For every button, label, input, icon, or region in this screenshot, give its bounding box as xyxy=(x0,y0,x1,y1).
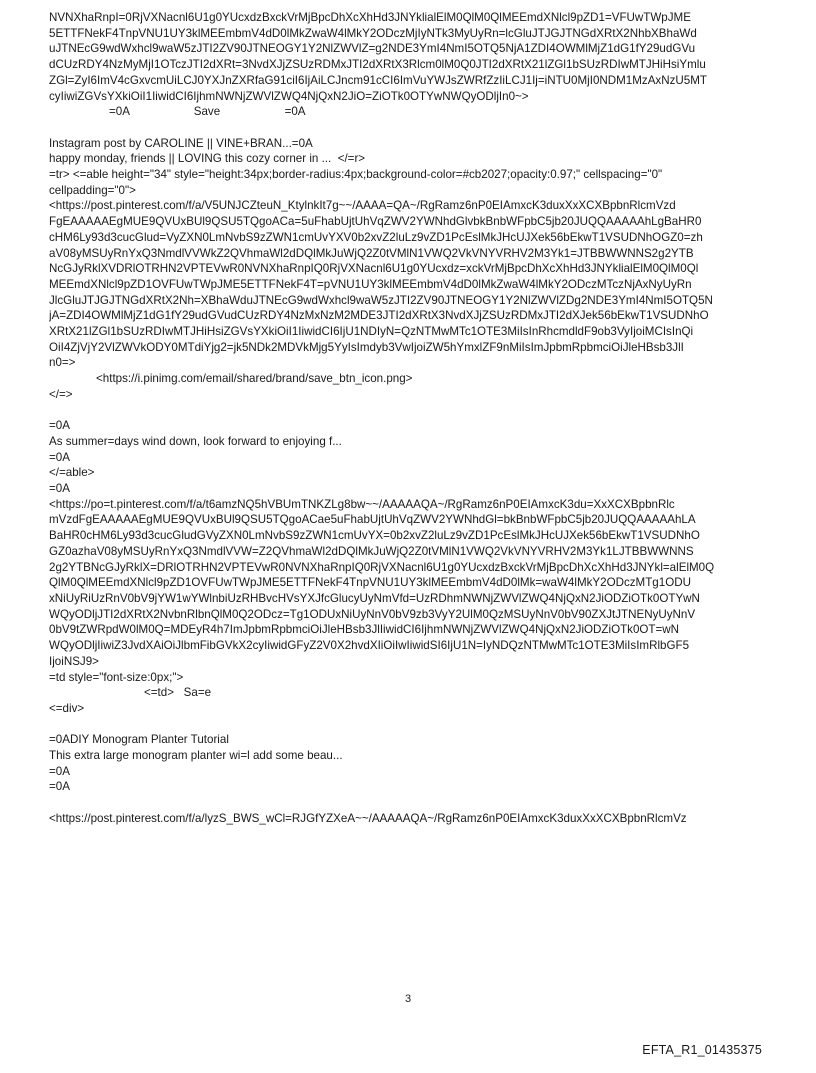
text-line: dCUzRDY4NzMyMjI1OTczJTI2dXRt=3NvdXJjZSUzRDMxJTI2dXRtX3Rlcm0lM0Q0JTI2dXRtX21lZGl1bSUzRDIwMTJHiHsiYmlu xyxy=(49,58,706,72)
text-line: JlcGluJTJGJTNGdXRtX2Nh=XBhaWduJTNEcG9wdWxhcl9waW5zJTI2ZV90JTNEOGY1Y2NlZWVlZDg2NDE3YmI4NmI5OTQ5N xyxy=(49,293,713,307)
text-line: </=able> xyxy=(49,466,95,480)
text-line: <=td> Sa=e xyxy=(144,686,212,700)
text-line: 0bV9tZWRpdW0lM0Q=MDEyR4h7ImJpbmRpbmciOiJleHBsb3JlIiwidCI6IjhmNWNjZWVlZWQ4NjQxN2JiODZiOTk0OT=wN xyxy=(49,623,680,637)
text-line: 5ETTFNekF4TnpVNU1UY3klMEEmbmV4dD0lMkZwaW4lMkY2ODczMjIyNTk3MyUyRn=lcGluJTJGJTNGdXRtX2NhbXBhaWd xyxy=(49,26,697,40)
blank-line xyxy=(49,795,774,811)
text-line: NVNXhaRnpI=0RjVXNacnl6U1g0YUcxdzBxckVrMjBpcDhXcXhHd3JNYklialElM0QlM0QlMEEmdXNlcl9pZD1=VFUwTWpJME xyxy=(49,11,691,24)
text-line: 2g2YTBNcGJyRklX=DRlOTRHN2VPTEVwR0NVNXhaRnpIQ0RjVXNacnl6U1g0YUcxdzBxckVrMjBpcDhXcXhHd3JNYkl=alElM0Q xyxy=(49,560,715,574)
blank-line xyxy=(49,120,774,136)
text-line: QlM0QlMEEmdXNlcl9pZD1OVFUwTWpJME5ETTFNekF4TnpVNU1UY3klMEEmbmV4dD0lMk=waW4lMkY2ODczMTg1ODU xyxy=(49,576,691,590)
text-line: BaHR0cHM6Ly93d3cucGludGVyZXN0LmNvbS9zZWN1cmUvYX=0b2xvZ2luLz9vZD1PcEslMkJHcUJXek56bEkwT1VSUDNhO xyxy=(49,529,700,543)
text-line: <https://post.pinterest.com/f/a/V5UNJCZteuN_KtylnkIt7g~~/AAAA=QA~/RgRamz6nP0EIAmxcK3duxXxXCXBpbnRlcmVzd xyxy=(49,199,676,213)
page-number: 3 xyxy=(404,993,412,1005)
text-line: <=div> xyxy=(49,701,85,715)
text-line: =0A xyxy=(49,764,70,778)
text-line: jA=ZDI4OWMlMjZ1dG1fY29udGVudCUzRDY4NzMxNzM2MDE3JTI2dXRtX3NvdXJjZSUzRDMxJTI2dXJek56bEkwT1VSUDNhO xyxy=(49,309,709,323)
text-line: GZ0azhaV08yMSUyRnYxQ3NmdlVVW=Z2QVhmaWl2dDQlMkJuWjQ2Z0tVMlN1VWQ2VkVNYVRHV2M3Yk1LJTBBWWNNS xyxy=(49,544,694,558)
text-line: xNiUyRiUzRnV0bV9jYW1wYWlnbiUzRHBvcHVsYXJfcGlucyUyNmVfd=UzRDhmNWNjZWVlZWQ4NjQxN2JiODZiOTk0OTYwN xyxy=(49,591,700,605)
document-id: EFTA_R1_01435375 xyxy=(642,1043,762,1057)
text-line: =0A Save =0A xyxy=(109,105,306,119)
text-line: mVzdFgEAAAAAEgMUE9QVUxBUl9QSU5TQgoACae5uFhabUjtUhVqZWV2YWNhdGl=bkBnbWFpbC5jb20JUQQAAAAAhLA xyxy=(49,513,696,527)
text-line: ZGl=ZyI6ImV4cGxvcmUiLCJ0YXJnZXRfaG91ciI6IjAiLCJncm91cCI6ImVuYWJsZWRfZzIiLCJ1Ij=iNTU0MjI0NDM1MzAxNzU5MT xyxy=(49,73,707,87)
text-line: =0A xyxy=(49,780,70,794)
text-line: =0A xyxy=(49,419,70,433)
text-line: MEEmdXNlcl9pZD1OVFUwTWpJME5ETTFNekF4T=pVNU1UY3klMEEmbmV4dD0lMkZwaW4lMkY2ODczMTczNjAxNyUyRn xyxy=(49,277,692,291)
text-line: happy monday, friends || LOVING this cozy corner in ... </=r> xyxy=(49,152,366,166)
text-line: aV08yMSUyRnYxQ3NmdlVVWkZ2QVhmaWl2dDQlMkJuWjQ2Z0tVMlN1VWQ2VkVNYVRHV2M3Yk1=JTBBWWNNS2g2YTB xyxy=(49,246,694,260)
text-line: uJTNEcG9wdWxhcl9waW5zJTI2ZV90JTNEOGY1Y2NlZWVlZ=g2NDE3YmI4NmI5OTQ5NjA1ZDI4OWMlMjZ1dG1fY29udGVu xyxy=(49,42,696,56)
blank-line xyxy=(49,717,774,733)
text-line: This extra large monogram planter wi=l add some beau... xyxy=(49,749,343,762)
text-line: <https://po=t.pinterest.com/f/a/t6amzNQ5hVBUmTNKZLg8bw~~/AAAAAQA~/RgRamz6nP0EIAmxcK3du=XxXCXBpbnRlc xyxy=(49,497,675,511)
blank-line xyxy=(49,403,774,419)
text-line: </=> xyxy=(49,387,73,401)
text-line: Instagram post by CAROLINE || VINE+BRAN...=0A xyxy=(49,136,313,150)
text-line: =0A xyxy=(49,450,70,464)
document-body xyxy=(49,10,774,827)
text-line: =0A xyxy=(49,482,70,496)
text-line: As summer=days wind down, look forward to enjoying f... xyxy=(49,434,342,448)
text-line: =tr> <=able height="34" style="height:34px;border-radius:4px;background-color=#cb2027;opacity:0.97;" cellspacing="0" xyxy=(49,168,663,182)
text-line: <https://post.pinterest.com/f/a/lyzS_BWS_wCl=RJGfYZXeA~~/AAAAAQA~/RgRamz6nP0EIAmxcK3duxXxXCXBpbnRlcmVz xyxy=(49,811,687,825)
text-line: cellpadding="0"> xyxy=(49,183,136,197)
text-line: XRtX21lZGl1bSUzRDIwMTJHiHsiZGVsYXkiOiI1IiwidCI6IjU1NDIyN=QzNTMwMTc1OTE3MiIsInRhcmdldF9ob3VyIjoiMCIsInQi xyxy=(49,325,694,339)
text-line: WQyODljIiwiZ3JvdXAiOiJlbmFibGVkX2cyIiwidGFyZ2V0X2hvdXIiOiIwIiwidSI6IjU1N=IyNDQzNTMwMTc1OTE3MiIsImRlbGF5 xyxy=(49,639,690,653)
text-line: FgEAAAAAEgMUE9QVUxBUl9QSU5TQgoACa=5uFhabUjtUhVqZWV2YWNhdGlvbkBnbWFpbC5jb20JUQQAAAAAhLgBaHR0 xyxy=(49,215,702,229)
text-line: n0=> xyxy=(49,356,76,370)
text-line: OiI4ZjVjY2VlZWVkODY0MTdiYjg2=jk5NDk2MDVkMjg5YyIsImdyb3VwIjoiZW5hYmxlZF9nMiIsImJpbmRpbmciOiJleHBsb3JlI xyxy=(49,340,684,354)
text-line: WQyODljJTI2dXRtX2NvbnRlbnQlM0Q2ODcz=Tg1ODUxNiUyNnV0bV9zb3VyY2UlM0QzMSUyNnV0bV90ZXJtJTNENyUyNnV xyxy=(49,607,696,621)
text-line: <https://i.pinimg.com/email/shared/brand/save_btn_icon.png> xyxy=(96,372,413,386)
text-line: cHM6Ly93d3cucGlud=VyZXN0LmNvbS9zZWN1cmUvYXV0b2xvZ2luLz9vZD1PcEslMkJHcUJXek56bEkwT1VSUDNhOGZ0=zh xyxy=(49,230,703,244)
text-line: =td style="font-size:0px;"> xyxy=(49,670,184,684)
text-line: NcGJyRklXVDRlOTRHN2VPTEVwR0NVNXhaRnpIQ0RjVXNacnl6U1g0YUcxdz=xckVrMjBpcDhXcXhHd3JNYklialElM0QlM0Ql xyxy=(49,262,699,276)
text-line: IjoiNSJ9> xyxy=(49,654,99,668)
text-line: cyIiwiZGVsYXkiOiI1IiwidCI6IjhmNWNjZWVlZWQ4NjQxN2JiO=ZiOTk0OTYwNWQyODljIn0~> xyxy=(49,89,529,103)
text-line: =0ADIY Monogram Planter Tutorial xyxy=(49,733,229,747)
